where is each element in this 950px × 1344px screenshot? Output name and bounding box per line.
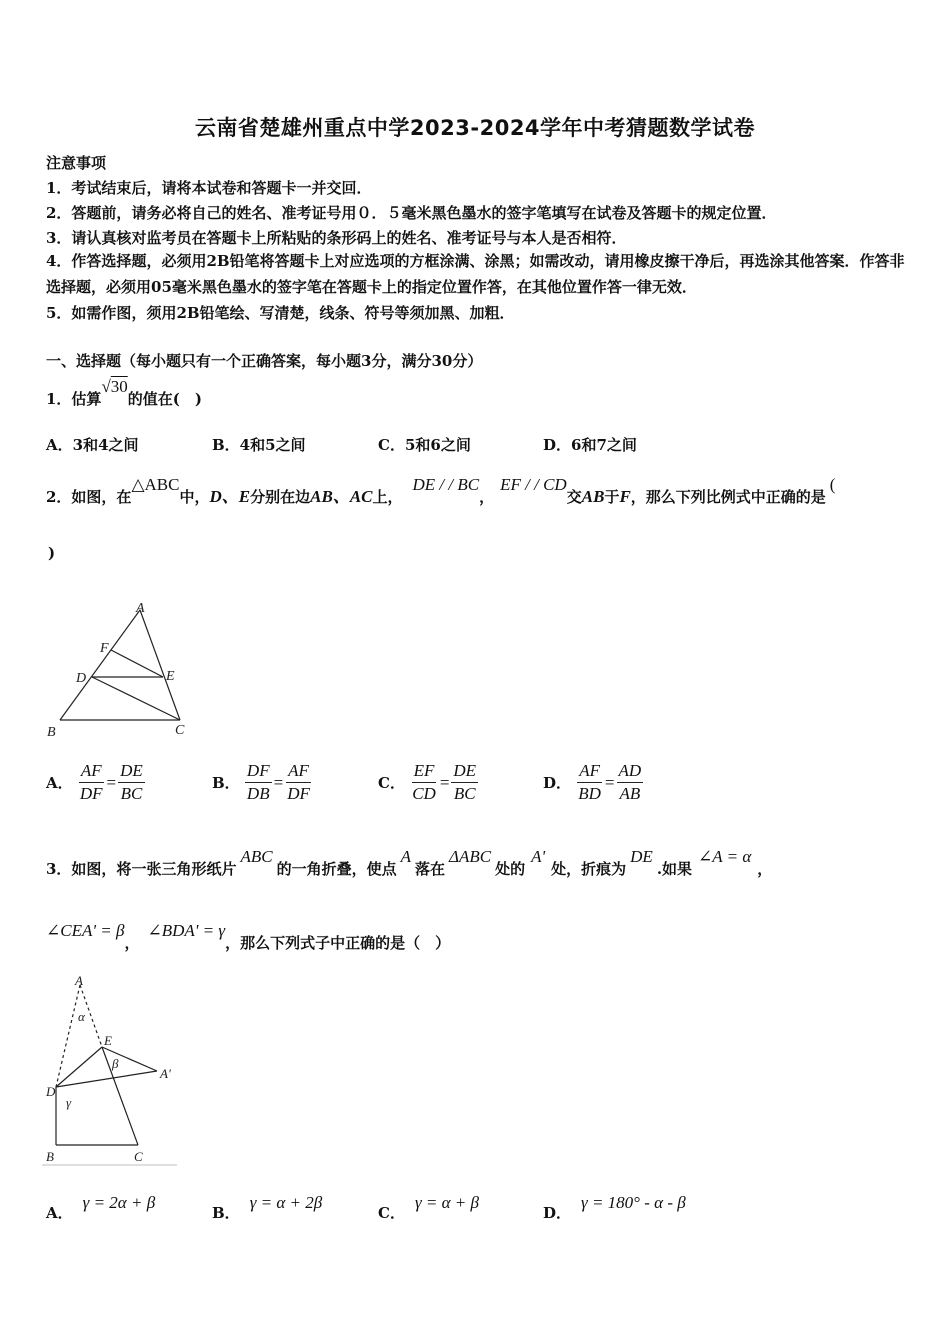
question-3-line-2 — [46, 921, 451, 953]
option-expression: γ = 180° - α - β — [581, 1193, 686, 1212]
q2-f: F — [619, 487, 631, 506]
section-heading: 一、选择题（每小题只有一个正确答案，每小题3分，满分30分） — [46, 352, 483, 370]
label-f: F — [100, 641, 109, 656]
q3-figure — [42, 975, 187, 1167]
q2-option-d[interactable] — [543, 760, 643, 805]
option-letter: A． — [46, 774, 73, 792]
denominator: DF — [79, 784, 103, 803]
q3-de: DE — [630, 847, 653, 866]
q2-open-paren: ( — [829, 475, 836, 494]
q2-parallel-2: EF / / CD — [500, 475, 567, 494]
q3-a-prime: A' — [531, 847, 546, 866]
q1-radicand: 30 — [110, 377, 128, 396]
q3-text: 处，折痕为 — [551, 860, 627, 878]
option-letter: B． — [212, 774, 240, 792]
denominator: BC — [453, 784, 476, 803]
option-expression: γ = α + 2β — [249, 1193, 323, 1212]
question-2 — [46, 475, 836, 507]
note-item: 1．考试结束后，请将本试卷和答题卡一并交回． — [46, 179, 372, 197]
equals: = — [604, 772, 615, 792]
equals: = — [106, 772, 117, 792]
label-b: B — [47, 725, 56, 740]
numerator: EF — [412, 760, 437, 783]
q3-triangle: ΔABC — [448, 847, 492, 866]
label-e: E — [104, 1033, 112, 1048]
denominator: CD — [412, 784, 436, 803]
option-expression: γ = 2α + β — [82, 1193, 156, 1212]
label-c: C — [134, 1149, 143, 1164]
q3-point-a: A — [400, 847, 411, 866]
numerator: DE — [118, 760, 145, 783]
label-a-prime: A' — [160, 1066, 171, 1081]
option-letter: A． — [46, 1204, 73, 1222]
denominator: DF — [287, 784, 310, 803]
q3-text: 处的 — [495, 860, 526, 878]
question-3 — [46, 847, 773, 879]
q1-option-c[interactable]: C．5和6之间 — [378, 436, 471, 454]
q3-text: 3．如图，将一张三角形纸片 — [46, 860, 237, 878]
note-item: 5．如需作图，须用2B铅笔绘、写清楚，线条、符号等须加黑、加粗． — [46, 304, 515, 322]
q2-text: ，那么下列比例式中正确的是 — [630, 488, 826, 506]
numerator: AD — [617, 760, 644, 783]
q2-option-a[interactable] — [46, 760, 145, 805]
option-letter: B． — [212, 1204, 240, 1222]
label-e: E — [166, 669, 175, 684]
numerator: DE — [451, 760, 478, 783]
label-d: D — [46, 1084, 56, 1099]
label-gamma: γ — [66, 1095, 72, 1110]
fraction — [617, 760, 644, 805]
q2-text: 分别在边 — [250, 488, 311, 506]
label-c: C — [175, 723, 185, 738]
label-b: B — [46, 1149, 54, 1164]
numerator: AF — [577, 760, 602, 783]
fraction — [118, 760, 145, 805]
q3-angle-bda: ∠BDA' = γ — [147, 921, 226, 940]
q3-text: 落在 — [414, 860, 445, 878]
option-letter: C． — [378, 1204, 405, 1222]
q3-option-a[interactable] — [46, 1192, 156, 1222]
note-item: 3．请认真核对监考员在答题卡上所粘贴的条形码上的姓名、准考证号与本人是否相符． — [46, 229, 627, 247]
q2-sides: AB、AC — [310, 487, 373, 506]
q3-comma: ， — [757, 860, 773, 878]
option-expression: γ = α + β — [414, 1193, 479, 1212]
fraction — [410, 760, 438, 805]
q3-text: ，那么下列式子中正确的是（ ） — [225, 934, 451, 952]
denominator: AB — [619, 784, 641, 803]
q2-ab: AB — [581, 487, 605, 506]
question-1 — [46, 377, 202, 409]
notes-heading: 注意事项 — [46, 154, 107, 172]
fraction — [285, 760, 312, 805]
side-ab — [60, 610, 140, 720]
note-item: 2．答题前，请务必将自己的姓名、准考证号用０．５毫米黑色墨水的签字笔填写在试卷及答题卡的规定位置． — [46, 204, 777, 222]
label-a: A — [75, 975, 83, 988]
label-beta: β — [112, 1056, 119, 1071]
dashed-ad — [56, 985, 80, 1087]
option-letter: C． — [378, 774, 405, 792]
numerator: DF — [245, 760, 272, 783]
label-alpha: α — [78, 1009, 85, 1024]
label-d: D — [76, 671, 87, 686]
q2-triangle: △ABC — [131, 475, 180, 494]
q1-prefix: 1．估算 — [46, 390, 102, 408]
q2-figure — [44, 598, 204, 743]
q2-text: 中， — [179, 488, 210, 506]
numerator: AF — [79, 760, 104, 783]
equals: = — [273, 772, 284, 792]
q3-option-d[interactable] — [543, 1192, 686, 1222]
q2-text: 上， — [372, 488, 403, 506]
page-title: 云南省楚雄州重点中学2023-2024学年中考猜题数学试卷 — [194, 116, 756, 140]
note-item: 4．作答选择题，必须用2B铅笔将答题卡上对应选项的方框涂满、涂黑；如需改动，请用橡皮擦干净后，再选涂其他答案．作答非选择题，必须用05毫米黑色墨水的签字笔在答题卡上的指定位置作答，在其他位置作答一律无效． — [46, 252, 905, 296]
label-a: A — [136, 601, 145, 616]
q2-close-paren: ) — [48, 544, 56, 562]
option-letter: D． — [543, 774, 572, 792]
denominator: BD — [578, 784, 601, 803]
q2-comma: ， — [479, 488, 495, 506]
q3-option-c[interactable] — [378, 1192, 479, 1222]
q1-suffix: 的值在( ) — [127, 390, 202, 408]
q3-angle-a: ∠A = α — [698, 847, 752, 866]
q2-text: 交 — [566, 488, 582, 506]
q2-points-de: D、E — [209, 487, 251, 506]
fraction — [78, 760, 105, 805]
q3-abc: ABC — [240, 847, 273, 866]
q2-option-c[interactable] — [378, 760, 478, 805]
q3-angle-cea: ∠CEA' = β — [46, 921, 125, 940]
fraction — [576, 760, 603, 805]
option-letter: D． — [543, 1204, 572, 1222]
q2-parallel-1: DE / / BC — [412, 475, 480, 494]
q2-text: 2．如图，在 — [46, 488, 132, 506]
q1-option-d[interactable]: D．6和7之间 — [543, 436, 637, 454]
side-ec — [102, 1047, 138, 1145]
q3-text: 的一角折叠，使点 — [276, 860, 397, 878]
segment-ea — [102, 1047, 157, 1071]
equals: = — [439, 772, 450, 792]
numerator: AF — [286, 760, 311, 783]
denominator: DB — [246, 784, 270, 803]
q3-text: .如果 — [656, 860, 693, 878]
denominator: BC — [120, 784, 143, 803]
q2-option-b[interactable] — [212, 760, 312, 805]
q3-comma: ， — [124, 934, 140, 952]
segment-ef — [111, 650, 163, 677]
q2-text: 于 — [604, 488, 620, 506]
fraction — [451, 760, 478, 805]
q1-option-b[interactable]: B．4和5之间 — [212, 436, 306, 454]
q3-option-b[interactable] — [212, 1192, 323, 1222]
sqrt-icon: √30 — [101, 377, 128, 396]
fraction — [245, 760, 272, 805]
q1-option-a[interactable]: A．3和4之间 — [46, 436, 139, 454]
